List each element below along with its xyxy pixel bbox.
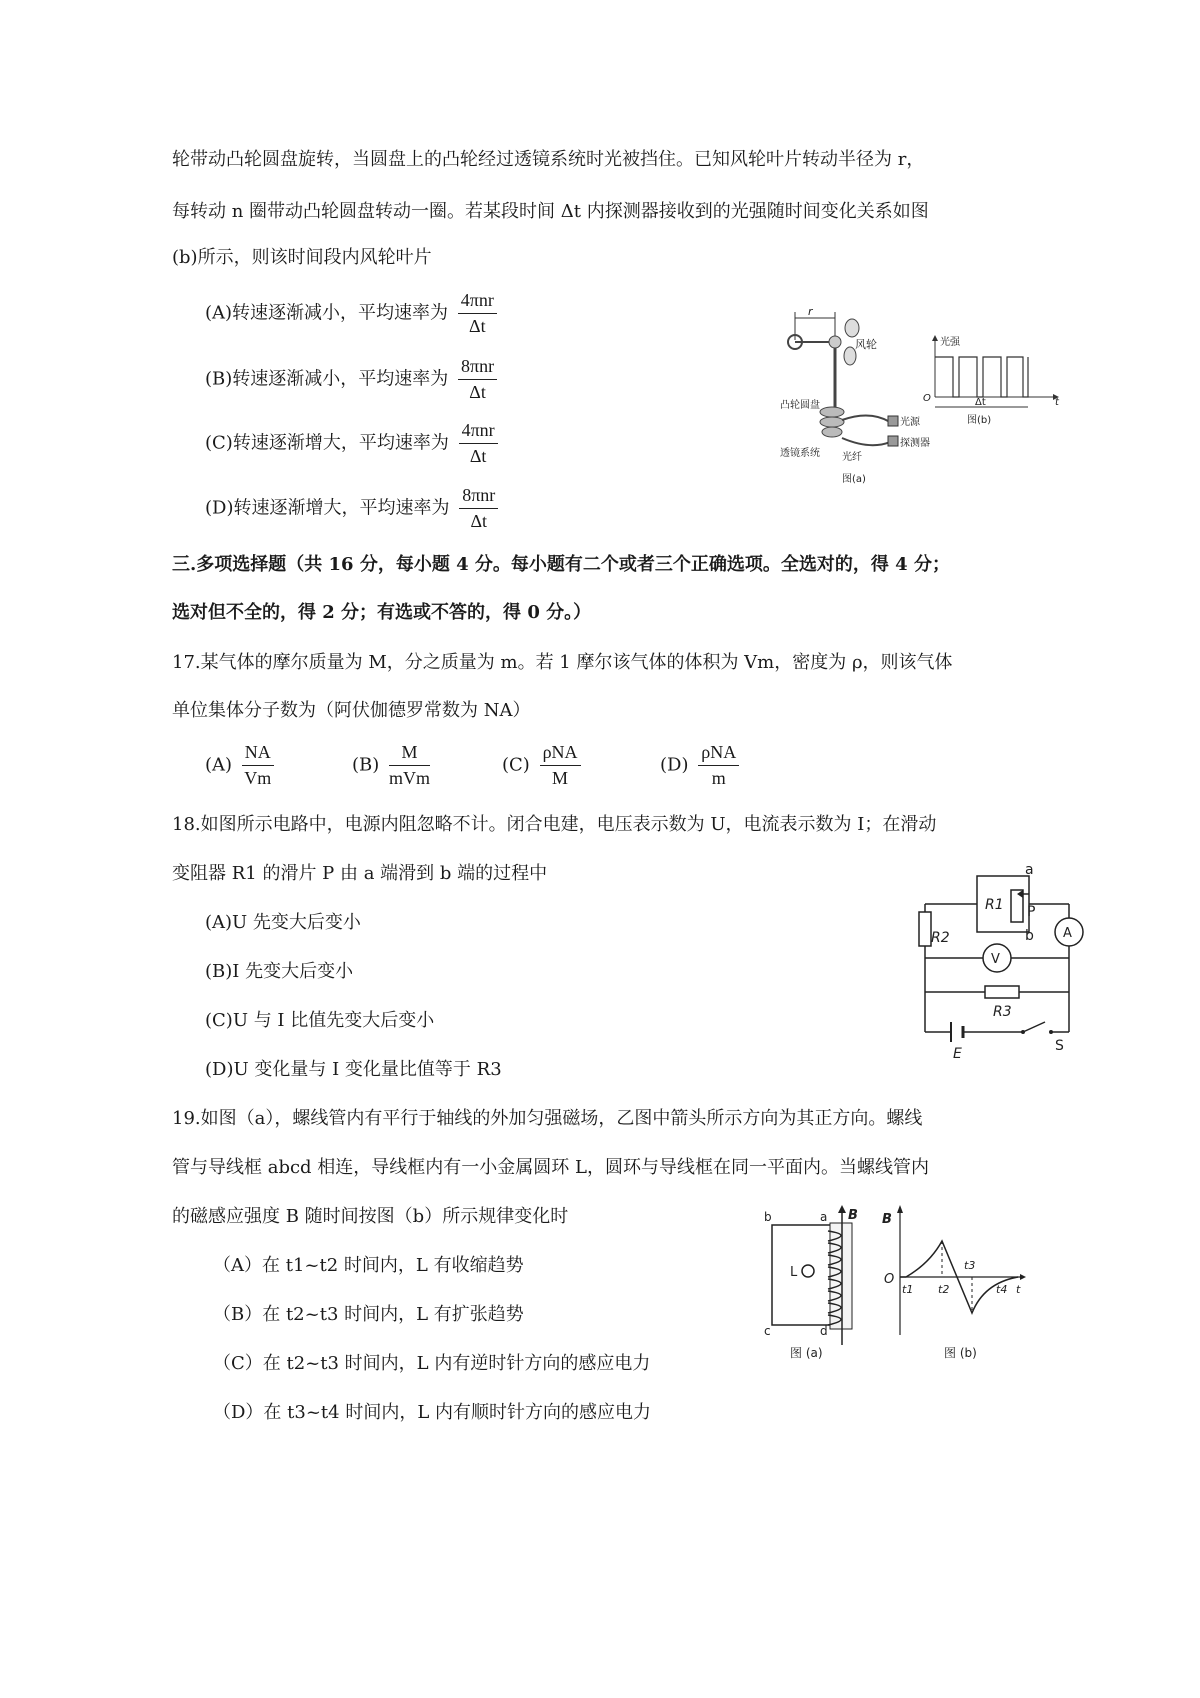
q18-stem-line1: 18.如图所示电路中，电源内阻忽略不计。闭合电建，电压表示数为 U，电流表示数为 I；在滑动	[172, 814, 937, 835]
q19-fig-b-b-label: B	[882, 1212, 892, 1227]
q17-option-b-num: M	[389, 742, 430, 766]
q16-option-c-den: Δt	[469, 446, 487, 466]
q16-option-c	[205, 420, 498, 467]
q17-stem-line1: 17.某气体的摩尔质量为 M，分之质量为 m。若 1 摩尔该气体的体积为 Vm，密度为 ρ，则该气体	[172, 652, 953, 673]
q16-option-b-label: (B)转速逐渐减小，平均速率为	[205, 368, 449, 390]
q18-circuit-b-label: b	[1025, 928, 1034, 944]
q16-option-d-num: 8πnr	[459, 485, 498, 509]
q17-stem-line2: 单位集体分子数为（阿伏伽德罗常数为 NA）	[172, 700, 531, 721]
q16-fig-a-caption: 图(a)	[842, 474, 866, 485]
q16-option-a-fraction	[458, 290, 497, 337]
q17-option-a-num: NA	[242, 742, 274, 766]
q16-option-c-label: (C)转速逐渐增大，平均速率为	[205, 432, 449, 454]
q19-option-d: （D）在 t3~t4 时间内，L 内有顺时针方向的感应电力	[213, 1402, 652, 1423]
q17-option-d-fraction	[698, 742, 739, 789]
q19-figure-a	[760, 1205, 890, 1365]
q18-circuit-e-label: E	[953, 1046, 962, 1062]
q18-stem-line2: 变阻器 R1 的滑片 P 由 a 端滑到 b 端的过程中	[172, 863, 548, 884]
q18-option-b: (B)I 先变大后变小	[205, 961, 354, 982]
q18-circuit-s-label: S	[1055, 1038, 1064, 1054]
q18-circuit-diagram	[905, 862, 1095, 1062]
q18-option-c: (C)U 与 I 比值先变大后变小	[205, 1010, 435, 1031]
q19-fig-b-t-label: t	[1016, 1283, 1021, 1296]
q18-circuit-p-label: P	[1027, 904, 1036, 920]
q19-option-b: （B）在 t2~t3 时间内，L 有扩张趋势	[213, 1304, 524, 1325]
q17-option-a-den: Vm	[244, 768, 272, 788]
q17-option-d-num: ρNA	[698, 742, 739, 766]
q16-fig-a-source-label: 光源	[900, 417, 920, 428]
q16-fig-b-ylabel: 光强	[940, 337, 960, 348]
q16-fig-b-dt: Δt	[975, 397, 986, 408]
q16-fig-a-r-label: r	[808, 305, 813, 318]
section3-header-line2: 选对但不全的，得 2 分；有选或不答的，得 0 分。）	[172, 602, 592, 623]
q17-option-a	[205, 742, 274, 789]
q16-option-b-num: 8πnr	[458, 356, 497, 380]
q16-option-d-den: Δt	[470, 511, 488, 531]
q17-option-b-fraction	[389, 742, 430, 789]
q16-fig-b-caption: 图(b)	[967, 415, 992, 426]
q18-circuit-r1-label: R1	[985, 897, 1004, 913]
q19-option-a: （A）在 t1~t2 时间内，L 有收缩趋势	[213, 1255, 524, 1276]
q19-fig-a-c-corner: c	[764, 1324, 771, 1338]
q16-option-d-fraction	[459, 485, 498, 532]
q16-fig-b-origin: O	[923, 393, 931, 404]
q18-circuit-v-label: V	[991, 952, 1000, 967]
q17-option-c	[502, 742, 581, 789]
q19-figure-b	[880, 1205, 1030, 1365]
q16-figure-b	[915, 335, 1065, 445]
q17-option-d	[660, 742, 739, 789]
q18-circuit-a-label: a	[1025, 862, 1034, 878]
q19-stem-line3: 的磁感应强度 B 随时间按图（b）所示规律变化时	[172, 1206, 569, 1227]
q16-option-a-label: (A)转速逐渐减小，平均速率为	[205, 302, 449, 324]
q16-fig-b-t: t	[1055, 397, 1059, 408]
q16-option-b-den: Δt	[469, 382, 486, 402]
q19-stem-line2: 管与导线框 abcd 相连，导线框内有一小金属圆环 L，圆环与导线框在同一平面内。当螺线管内	[172, 1157, 929, 1178]
q19-fig-a-b-corner: b	[764, 1210, 772, 1224]
q16-option-b-fraction	[458, 356, 497, 403]
q16-option-d	[205, 485, 498, 532]
q19-fig-b-caption: 图 (b)	[944, 1346, 977, 1360]
q19-fig-a-caption: 图 (a)	[790, 1346, 823, 1360]
q16-option-d-label: (D)转速逐渐增大，平均速率为	[205, 497, 450, 519]
q19-fig-b-t2-label: t2	[938, 1283, 950, 1296]
q18-circuit-r2-label: R2	[931, 930, 950, 946]
q17-option-c-fraction	[540, 742, 581, 789]
section3-header-line1: 三.多项选择题（共 16 分，每小题 4 分。每小题有二个或者三个正确选项。全选对的，得 4 分；	[172, 554, 950, 575]
q17-option-a-label: (A)	[205, 754, 233, 776]
q16-stem-line1: 轮带动凸轮圆盘旋转，当圆盘上的凸轮经过透镜系统时光被挡住。已知风轮叶片转动半径为 r，	[172, 149, 925, 170]
q16-option-a-num: 4πnr	[458, 290, 497, 314]
q19-stem-line1: 19.如图（a），螺线管内有平行于轴线的外加匀强磁场，乙图中箭头所示方向为其正方向。螺线	[172, 1108, 923, 1129]
q17-option-b-den: mVm	[389, 768, 431, 788]
q16-fig-a-cam-label: 凸轮圆盘	[780, 400, 820, 411]
q17-option-c-num: ρNA	[540, 742, 581, 766]
q17-option-b-label: (B)	[352, 754, 380, 776]
q16-option-a-den: Δt	[469, 316, 486, 336]
q17-option-b	[352, 742, 430, 789]
q16-fig-a-lens-label: 透镜系统	[780, 448, 820, 459]
q16-fig-a-detector-label: 探测器	[900, 438, 930, 449]
q18-circuit-r3-label: R3	[993, 1004, 1012, 1020]
q16-fig-a-fiber-label: 光纤	[842, 452, 862, 463]
q16-fig-a-wind-label: 风轮	[855, 338, 877, 351]
q18-circuit-a-meter-label: A	[1063, 926, 1072, 941]
q17-option-c-den: M	[552, 768, 569, 788]
q19-fig-a-l-label: L	[790, 1265, 798, 1280]
q17-option-d-label: (D)	[660, 754, 689, 776]
q18-option-a: (A)U 先变大后变小	[205, 912, 361, 933]
q19-fig-b-t3-label: t3	[964, 1259, 976, 1272]
q19-fig-a-b-field: B	[848, 1208, 858, 1223]
q17-option-a-fraction	[242, 742, 274, 789]
q16-figure-a	[780, 300, 930, 490]
q17-option-c-label: (C)	[502, 754, 530, 776]
q19-fig-b-o-label: O	[884, 1272, 895, 1287]
q16-stem-line3: (b)所示，则该时间段内风轮叶片	[172, 247, 432, 268]
q19-fig-b-t4-label: t4	[996, 1283, 1008, 1296]
q19-fig-a-a-corner: a	[820, 1210, 828, 1224]
q18-option-d: (D)U 变化量与 I 变化量比值等于 R3	[205, 1059, 502, 1080]
q16-option-c-fraction	[459, 420, 498, 467]
q19-fig-b-t1-label: t1	[902, 1283, 914, 1296]
q16-stem-line2: 每转动 n 圈带动凸轮圆盘转动一圈。若某段时间 Δt 内探测器接收到的光强随时间变化关系如图	[172, 201, 929, 222]
q19-fig-a-d-corner: d	[820, 1324, 828, 1338]
q16-option-c-num: 4πnr	[459, 420, 498, 444]
q17-option-d-den: m	[711, 768, 726, 788]
q19-option-c: （C）在 t2~t3 时间内，L 内有逆时针方向的感应电力	[213, 1353, 651, 1374]
q16-option-a	[205, 290, 497, 337]
q16-option-b	[205, 356, 497, 403]
